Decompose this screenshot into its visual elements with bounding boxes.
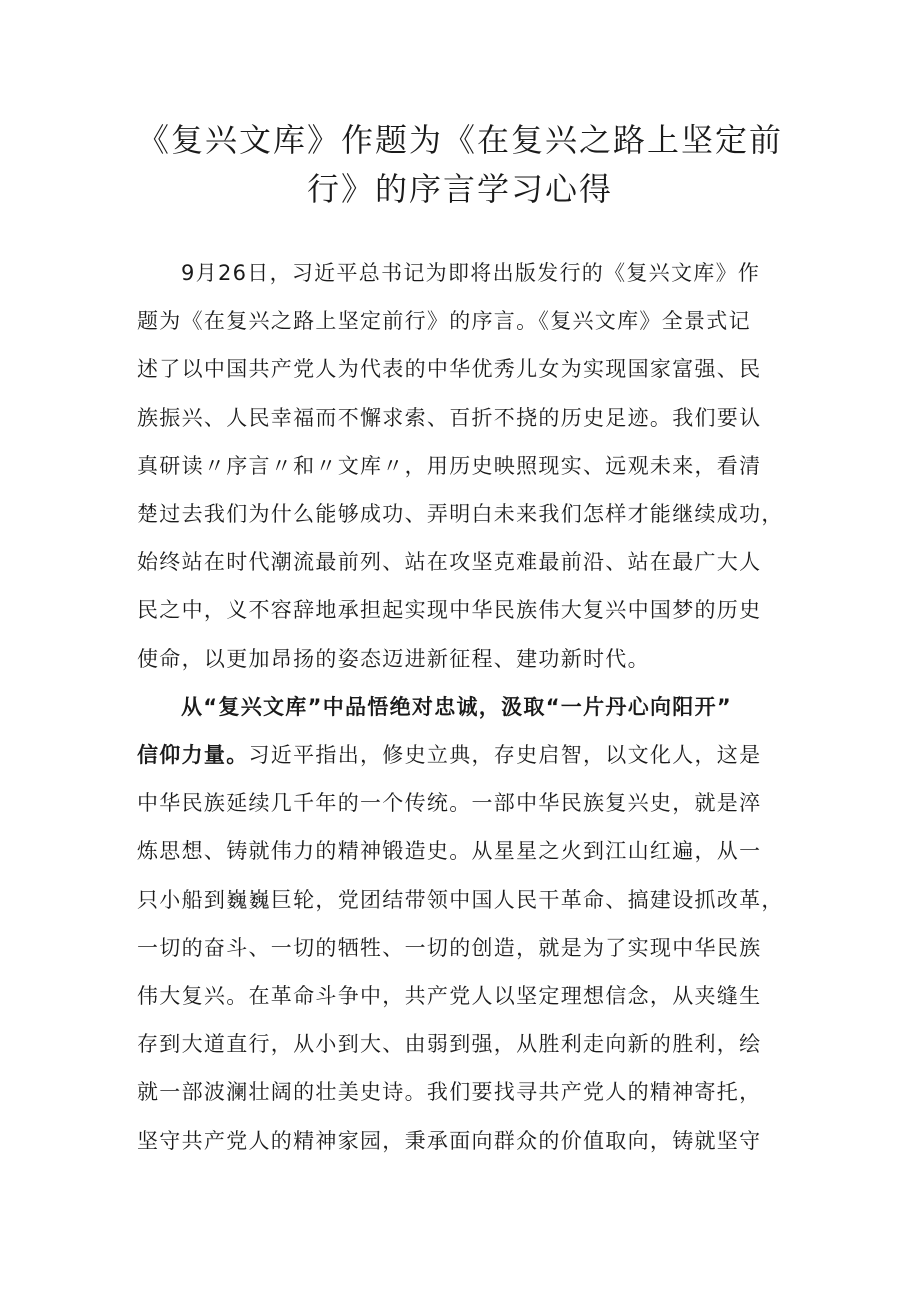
paragraph-line: 真研读〃序言〃和〃文库〃，用历史映照现实、远观未来，看清 — [137, 453, 762, 478]
paragraph-line: 题为《在复兴之路上坚定前行》的序言。《复兴文库》全景式记 — [137, 309, 751, 334]
paragraph-line: 9月26日，习近平总书记为即将出版发行的《复兴文库》作 — [181, 261, 761, 285]
paragraph-line: 中华民族延续几千年的一个传统。一部中华民族复兴史，就是淬 — [137, 791, 762, 816]
title-line-1: 《复兴文库》作题为《在复兴之路上坚定前 — [136, 121, 783, 159]
paragraph-line: 炼思想、铸就伟力的精神锻造史。从星星之火到江山红遍，从一 — [137, 839, 762, 864]
paragraph-line: 述了以中国共产党人为代表的中华优秀儿女为实现国家富强、民 — [137, 357, 762, 382]
paragraph-line — [137, 731, 797, 779]
paragraph-line: 使命，以更加昂扬的姿态迈进新征程、建功新时代。 — [137, 646, 650, 671]
paragraph-line: 只小船到巍巍巨轮，党团结带领中国人民干革命、搞建设抓改革， — [137, 887, 784, 912]
paragraph-line: 一切的奋斗、一切的牺牲、一切的创造，就是为了实现中华民族 — [137, 935, 762, 960]
paragraph-2 — [137, 683, 797, 1165]
paragraph-line: 伟大复兴。在革命斗争中，共产党人以坚定理想信念，从夹缝生 — [137, 984, 762, 1009]
paragraph-line: 存到大道直行，从小到大、由弱到强，从胜利走向新的胜利，绘 — [137, 1032, 762, 1057]
paragraph-line: 族振兴、人民幸福而不懈求索、百折不挠的历史足迹。我们要认 — [137, 405, 762, 430]
paragraph-line: 坚守共产党人的精神家园，秉承面向群众的价值取向，铸就坚守 — [137, 1128, 762, 1153]
paragraph-heading-end: 信仰力量。 — [137, 743, 249, 768]
document-body — [137, 249, 797, 1165]
paragraph-line: 始终站在时代潮流最前列、站在攻坚克难最前沿、站在最广大人 — [137, 550, 762, 575]
paragraph-line: 民之中，义不容辞地承担起实现中华民族伟大复兴中国梦的历史 — [137, 598, 762, 623]
paragraph-line: 就一部波澜壮阔的壮美史诗。我们要找寻共产党人的精神寄托， — [137, 1080, 762, 1105]
paragraph-line-text: 习近平指出，修史立典，存史启智，以文化人，这是 — [248, 743, 762, 768]
paragraph-heading: 从“复兴文库”中品悟绝对忠诚，汲取“一片丹心向阳开” — [181, 694, 733, 719]
document-title — [120, 116, 800, 214]
paragraph-line: 楚过去我们为什么能够成功、弄明白未来我们怎样才能继续成功， — [137, 502, 784, 527]
title-line-2: 行》的序言学习心得 — [306, 170, 613, 208]
paragraph-1 — [137, 249, 797, 683]
